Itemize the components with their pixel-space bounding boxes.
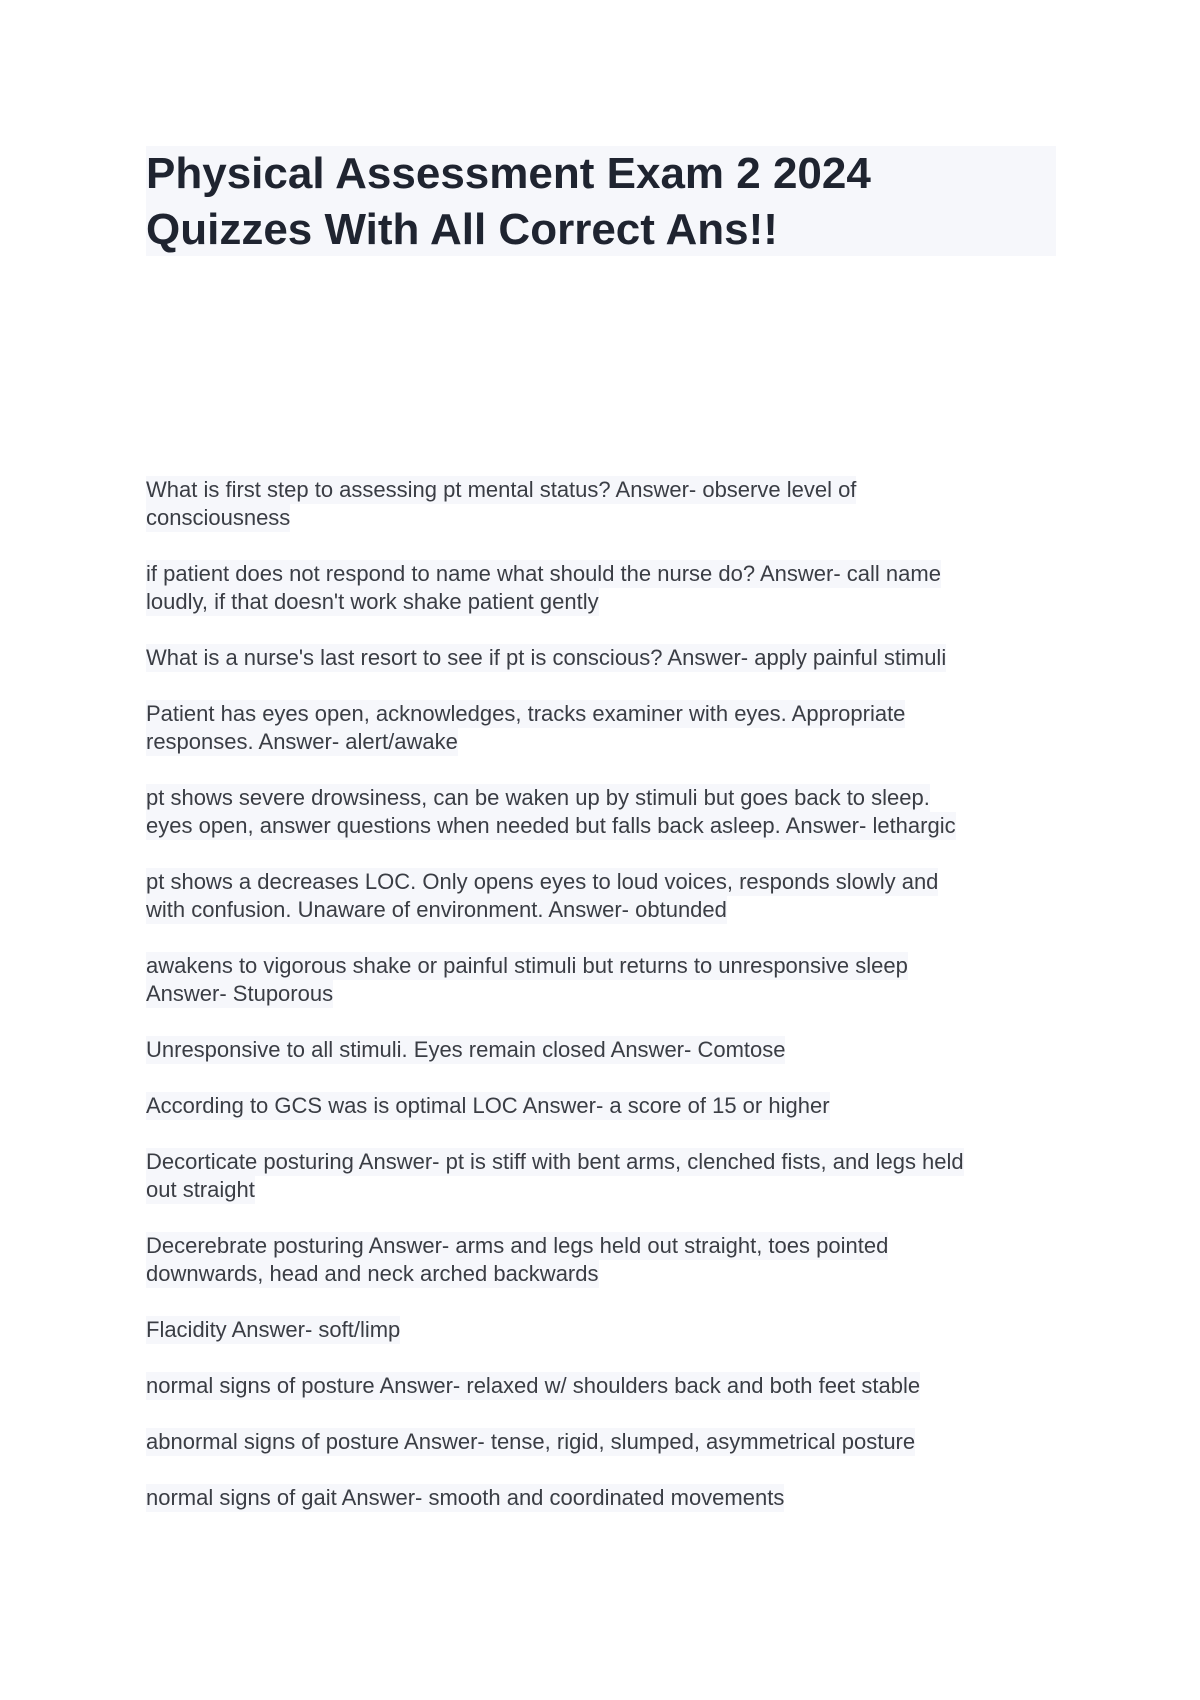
qa-line-row xyxy=(146,1092,1066,1120)
qa-item xyxy=(146,784,1066,840)
title-line-2: Quizzes With All Correct Ans!! xyxy=(146,205,778,254)
qa-item xyxy=(146,1092,1066,1120)
qa-item xyxy=(146,1148,1066,1204)
qa-line-row xyxy=(146,1176,1066,1204)
qa-line-row xyxy=(146,896,1066,924)
qa-list xyxy=(146,476,1066,1540)
qa-line: normal signs of posture Answer- relaxed w/ shoulders back and both feet stable xyxy=(146,1373,921,1398)
qa-item xyxy=(146,1372,1066,1400)
qa-item xyxy=(146,952,1066,1008)
qa-line-row xyxy=(146,1260,1066,1288)
qa-line-row xyxy=(146,1316,1066,1344)
qa-line: normal signs of gait Answer- smooth and coordinated movements xyxy=(146,1485,785,1510)
qa-line: abnormal signs of posture Answer- tense, rigid, slumped, asymmetrical posture xyxy=(146,1429,916,1454)
qa-line-row xyxy=(146,1036,1066,1064)
qa-line: What is a nurse's last resort to see if pt is conscious? Answer- apply painful stimuli xyxy=(146,645,947,670)
title-line-1: Physical Assessment Exam 2 2024 xyxy=(146,149,871,198)
qa-line: Patient has eyes open, acknowledges, tracks examiner with eyes. Appropriate xyxy=(146,701,906,726)
qa-line: eyes open, answer questions when needed but falls back asleep. Answer- lethargic xyxy=(146,813,956,838)
qa-line-row xyxy=(146,1484,1066,1512)
qa-line-row xyxy=(146,1372,1066,1400)
qa-line-row xyxy=(146,952,1066,980)
qa-line: According to GCS was is optimal LOC Answer- a score of 15 or higher xyxy=(146,1093,830,1118)
qa-item xyxy=(146,476,1066,532)
qa-line: Decerebrate posturing Answer- arms and legs held out straight, toes pointed xyxy=(146,1233,889,1258)
qa-line: Answer- Stuporous xyxy=(146,981,334,1006)
qa-item xyxy=(146,560,1066,616)
qa-line: consciousness xyxy=(146,505,291,530)
qa-item xyxy=(146,1316,1066,1344)
qa-line: responses. Answer- alert/awake xyxy=(146,729,458,754)
qa-line-row xyxy=(146,1428,1066,1456)
qa-line-row xyxy=(146,812,1066,840)
qa-line-row xyxy=(146,560,1066,588)
qa-line: downwards, head and neck arched backwards xyxy=(146,1261,599,1286)
qa-line: pt shows severe drowsiness, can be waken up by stimuli but goes back to sleep. xyxy=(146,785,930,810)
qa-item xyxy=(146,1484,1066,1512)
qa-line: Unresponsive to all stimuli. Eyes remain closed Answer- Comtose xyxy=(146,1037,786,1062)
qa-line-row xyxy=(146,868,1066,896)
qa-line-row xyxy=(146,504,1066,532)
qa-line: pt shows a decreases LOC. Only opens eyes to loud voices, responds slowly and xyxy=(146,869,939,894)
qa-line: with confusion. Unaware of environment. Answer- obtunded xyxy=(146,897,727,922)
qa-item xyxy=(146,700,1066,756)
qa-line: awakens to vigorous shake or painful stimuli but returns to unresponsive sleep xyxy=(146,953,908,978)
qa-line: if patient does not respond to name what should the nurse do? Answer- call name xyxy=(146,561,941,586)
qa-line: out straight xyxy=(146,1177,255,1202)
qa-line: Decorticate posturing Answer- pt is stiff with bent arms, clenched fists, and legs held xyxy=(146,1149,964,1174)
qa-line-row xyxy=(146,1232,1066,1260)
qa-line-row xyxy=(146,1148,1066,1176)
qa-line-row xyxy=(146,784,1066,812)
qa-item xyxy=(146,644,1066,672)
qa-line: Flacidity Answer- soft/limp xyxy=(146,1317,401,1342)
qa-line: loudly, if that doesn't work shake patient gently xyxy=(146,589,599,614)
qa-line-row xyxy=(146,980,1066,1008)
qa-item xyxy=(146,1232,1066,1288)
qa-item xyxy=(146,1036,1066,1064)
qa-line-row xyxy=(146,588,1066,616)
qa-line-row xyxy=(146,644,1066,672)
qa-item xyxy=(146,1428,1066,1456)
qa-line-row xyxy=(146,728,1066,756)
qa-item xyxy=(146,868,1066,924)
qa-line-row xyxy=(146,700,1066,728)
document-title xyxy=(146,146,1056,256)
qa-line: What is first step to assessing pt mental status? Answer- observe level of xyxy=(146,477,857,502)
qa-line-row xyxy=(146,476,1066,504)
